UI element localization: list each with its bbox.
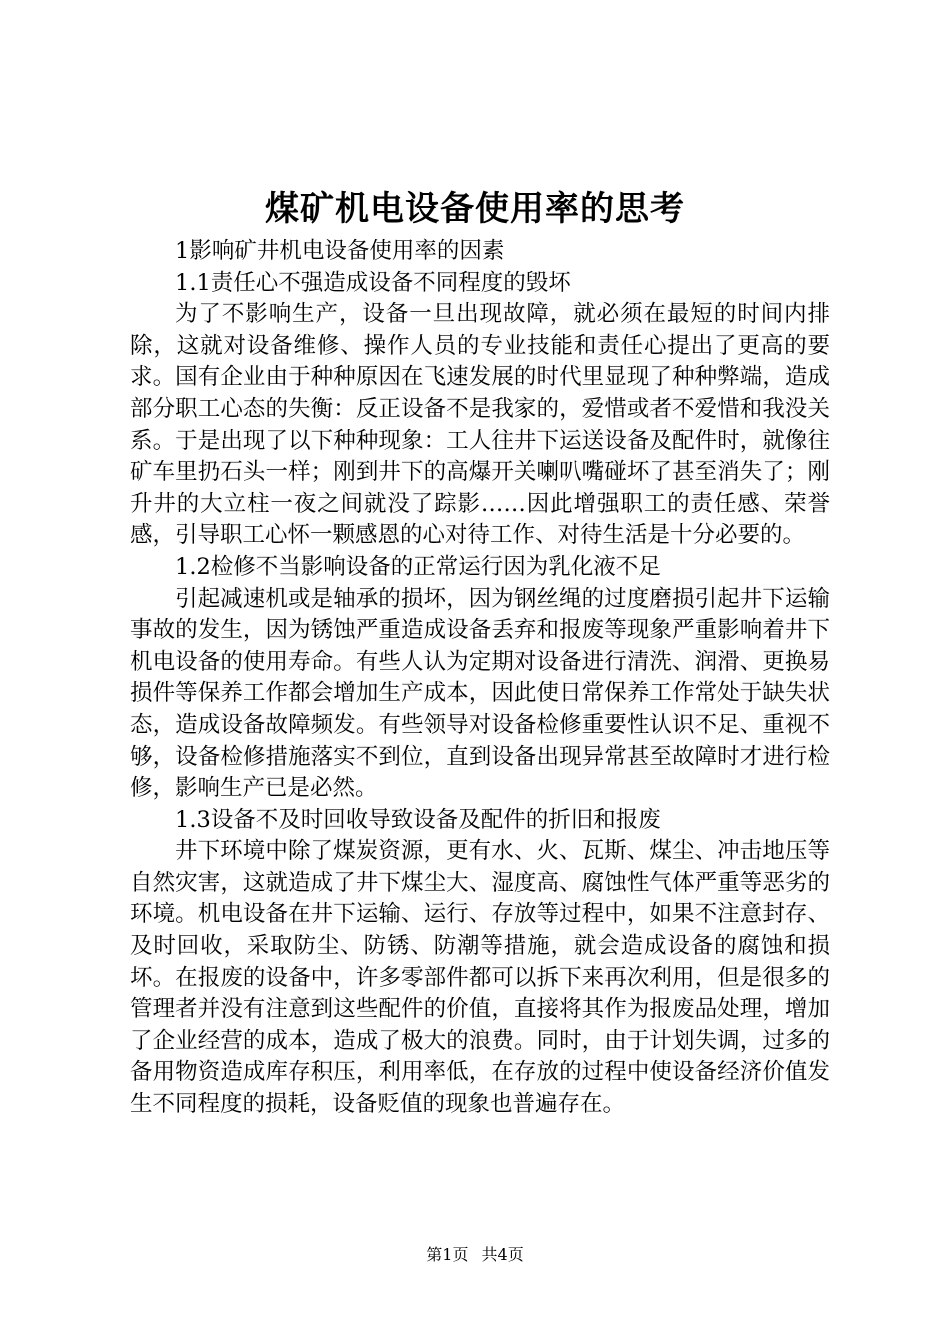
subsection-heading-1-3: 1.3设备不及时回收导致设备及配件的折旧和报废 (175, 806, 661, 833)
document-title: 煤矿机电设备使用率的思考 (265, 189, 685, 229)
page-number: 第1页 (426, 1245, 469, 1264)
section-heading-1: 1影响矿井机电设备使用率的因素 (175, 238, 505, 264)
subsection-heading-1-1: 1.1责任心不强造成设备不同程度的毁坏 (175, 269, 571, 296)
page-footer (0, 1244, 950, 1266)
body-paragraph: 引起减速机或是轴承的损坏，因为钢丝绳的过度磨损引起井下运输事故的发生，因为锈蚀严重造成设备丢弃和报废等现象严重影响着井下机电设备的使用寿命。有些人认为定期对设备进行清洗、润滑、更换易损件等保养工作都会增加生产成本，因此使日常保养工作常处于缺失状态，造成设备故障频发。有些领导对设备检修重要性认识不足、重视不够，设备检修措施落实不到位，直到设备出现异常甚至故障时才进行检修，影响生产已是必然。 (130, 585, 830, 802)
page-total: 共4页 (481, 1245, 524, 1264)
body-paragraph: 为了不影响生产，设备一旦出现故障，就必须在最短的时间内排除，这就对设备维修、操作人员的专业技能和责任心提出了更高的要求。国有企业由于种种原因在飞速发展的时代里显现了种种弊端，造成部分职工心态的失衡：反正设备不是我家的，爱惜或者不爱惜和我没关系。于是出现了以下种种现象：工人往井下运送设备及配件时，就像往矿车里扔石头一样；刚到井下的高爆开关喇叭嘴碰坏了甚至消失了；刚升井的大立柱一夜之间就没了踪影……因此增强职工的责任感、荣誉感，引导职工心怀一颗感恩的心对待工作、对待生活是十分必要的。 (130, 301, 830, 549)
subsection-heading-1-2: 1.2检修不当影响设备的正常运行因为乳化液不足 (175, 553, 661, 580)
body-paragraph: 井下环境中除了煤炭资源，更有水、火、瓦斯、煤尘、冲击地压等自然灾害，这就造成了井下煤尘大、湿度高、腐蚀性气体严重等恶劣的环境。机电设备在井下运输、运行、存放等过程中，如果不注意封存、及时回收，采取防尘、防锈、防潮等措施，就会造成设备的腐蚀和损坏。在报废的设备中，许多零部件都可以拆下来再次利用，但是很多的管理者并没有注意到这些配件的价值，直接将其作为报废品处理，增加了企业经营的成本，造成了极大的浪费。同时，由于计划失调，过多的备用物资造成库存积压，利用率低，在存放的过程中使设备经济价值发生不同程度的损耗，设备贬值的现象也普遍存在。 (130, 838, 830, 1118)
document-body (130, 236, 830, 1121)
